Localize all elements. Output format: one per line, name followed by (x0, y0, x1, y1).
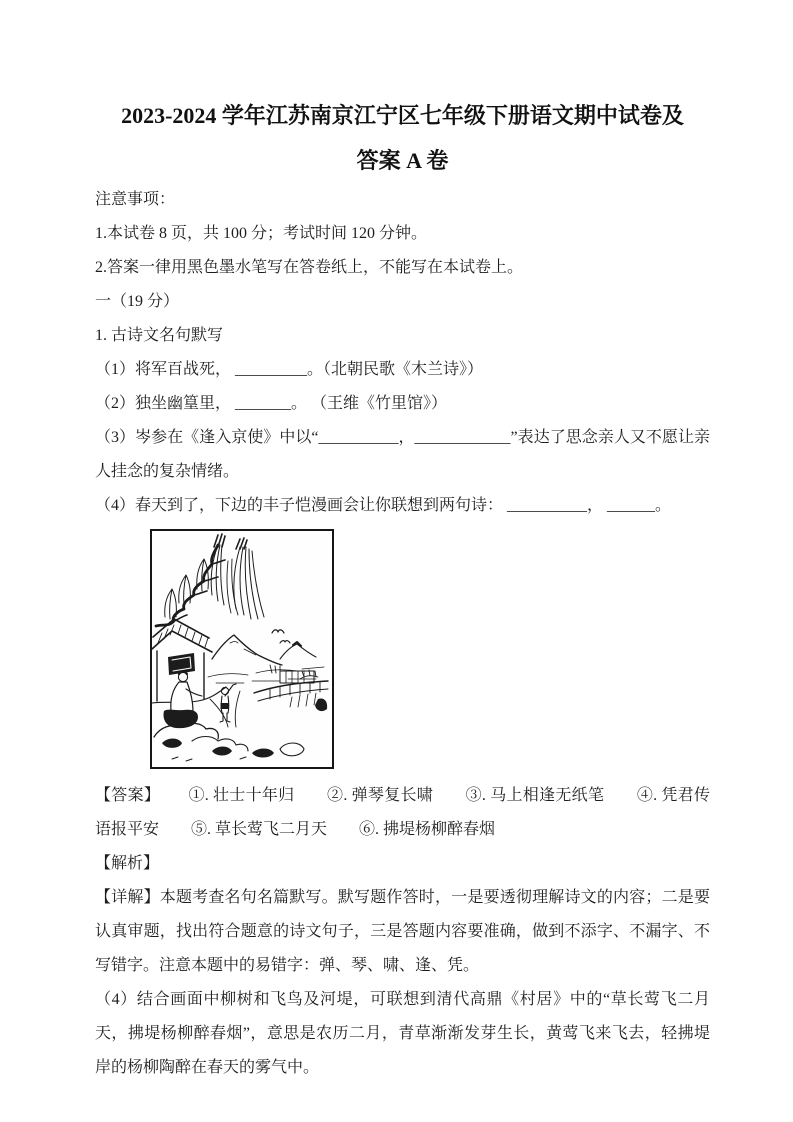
detail-item4-paragraph: （4）结合画面中柳树和飞鸟及河堤，可联想到清代高鼎《村居》中的“草长莺飞二月天，拂堤杨柳醉春烟”，意思是农历二月，青草渐渐发芽生长，黄莺飞来飞去，轻拂堤岸的杨柳陶醉在春天的雾气中。 (95, 991, 710, 1076)
exam-title-line1: 2023-2024 学年江苏南京江宁区七年级下册语文期中试卷及 (121, 103, 684, 128)
section-one-heading: 一（19 分） (95, 293, 180, 310)
notice-heading: 注意事项： (95, 191, 176, 208)
question1-item-3: （3）岑参在《逢入京使》中以“__________，____________”表达了思念亲人又不愿让亲人挂念的复杂情绪。 (95, 429, 710, 480)
fengzikai-cartoon-image (150, 529, 334, 769)
detail-text: 本题考查名句名篇默写。默写题作答时，一是要透彻理解诗文的内容；二是要认真审题，找出符合题意的诗文句子，三是答题内容要准确，做到不添字、不漏字、不写错字。注意本题中的易错字：弹、琴、啸、逢、凭。 (95, 889, 710, 974)
notice-item-1: 1.本试卷 8 页，共 100 分；考试时间 120 分钟。 (95, 225, 428, 242)
detail-label: 【详解】 (95, 889, 160, 906)
answer-text: ①. 壮士十年归 ②. 弹琴复长啸 ③. 马上相逢无纸笔 ④. 凭君传语报平安 ⑤. 草长莺飞二月天 ⑥. 拂堤杨柳醉春烟 (95, 787, 710, 838)
question1-stem: 1. 古诗文名句默写 (95, 327, 224, 344)
analysis-label: 【解析】 (95, 855, 160, 872)
question1-item-4: （4）春天到了，下边的丰子恺漫画会让你联想到两句诗： __________， ______。 (95, 497, 672, 514)
question1-item-2: （2）独坐幽篁里， _______。 （王维《竹里馆》） (95, 395, 448, 412)
exam-title-line2: 答案 A 卷 (356, 148, 449, 173)
ink-painting-svg (152, 531, 332, 767)
notice-item-2: 2.答案一律用黑色墨水笔写在答卷纸上，不能写在本试卷上。 (95, 259, 524, 276)
answer-label: 【答案】 (95, 787, 161, 804)
answer-paragraph (95, 779, 710, 847)
detail-paragraph (95, 881, 710, 983)
question1-item-1: （1）将军百战死， _________。（北朝民歌《木兰诗》） (95, 361, 484, 378)
